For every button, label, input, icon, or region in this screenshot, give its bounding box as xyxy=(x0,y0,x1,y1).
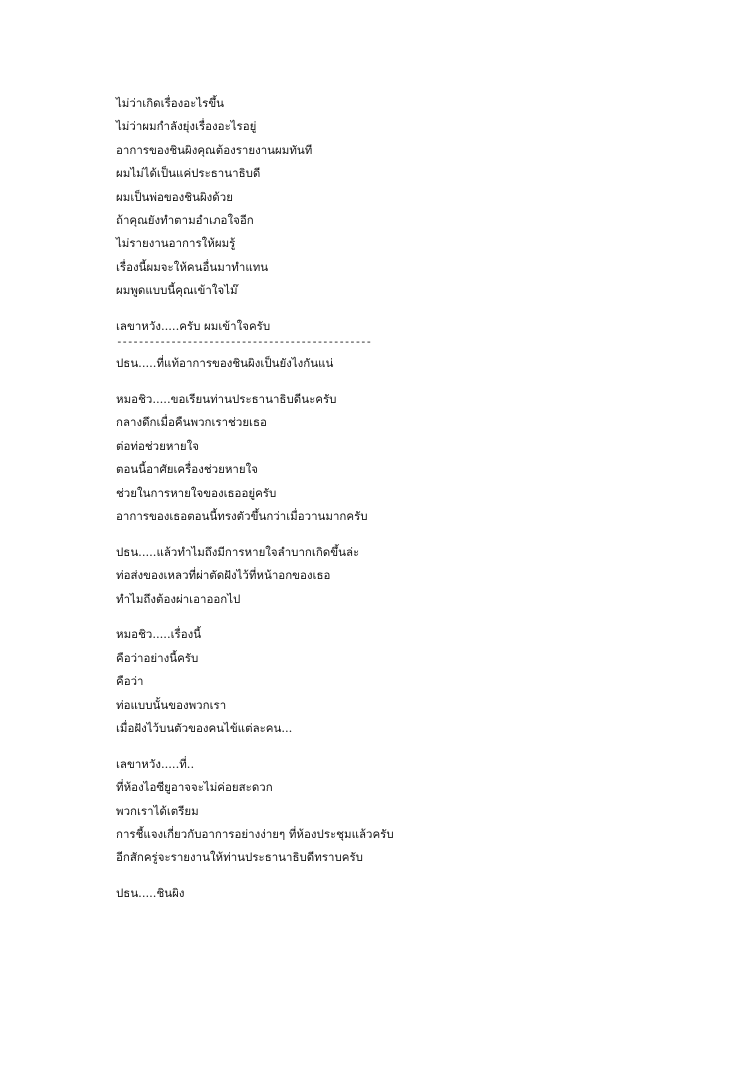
text-line: ผมพูดแบบนี้คุณเข้าใจไม๊ xyxy=(116,283,238,298)
text-line: กลางดึกเมื่อคืนพวกเราช่วยเธอ xyxy=(116,415,267,430)
text-line: ทำไมถึงต้องผ่าเอาออกไป xyxy=(116,591,241,606)
paragraph-gap xyxy=(116,740,716,752)
dashed-divider: ----------------------------------------------- xyxy=(116,335,371,349)
paragraph-gap xyxy=(116,870,716,882)
paragraph-president-final xyxy=(116,882,716,905)
paragraph-president-instructions xyxy=(116,92,716,303)
paragraph-gap xyxy=(116,303,716,315)
text-line: อาการของชินผิงคุณต้องรายงานผมทันที xyxy=(116,142,313,157)
text-line: ตอนนี้อาศัยเครื่องช่วยหายใจ xyxy=(116,462,258,477)
text-line: ท่อส่งของเหลวที่ผ่าตัดฝังไว้ที่หน้าอกของเธอ xyxy=(116,568,331,583)
text-line: ถ้าคุณยังทำตามอำเภอใจอีก xyxy=(116,212,254,227)
paragraph-gap xyxy=(116,611,716,623)
text-line: ปธน.....ชินผิง xyxy=(116,886,185,901)
text-line: ไม่ว่าผมกำลังยุ่งเรื่องอะไรอยู่ xyxy=(116,119,257,134)
text-line: เลขาหวัง.....ครับ ผมเข้าใจครับ xyxy=(116,318,271,333)
text-line: ต่อท่อช่วยหายใจ xyxy=(116,438,199,453)
text-line: การชี้แจงเกี่ยวกับอาการอย่างง่ายๆ ที่ห้องประชุมแล้วครับ xyxy=(116,826,394,841)
text-line: พวกเราได้เตรียม xyxy=(116,803,199,818)
text-line: อีกสักครู่จะรายงานให้ท่านประธานาธิบดีทราบครับ xyxy=(116,850,363,865)
text-line: ปธน.....ที่แท้อาการของชินผิงเป็นยังไงกันแน่ xyxy=(116,356,334,371)
text-line: ช่วยในการหายใจของเธออยู่ครับ xyxy=(116,485,277,500)
paragraph-secretary-interjection xyxy=(116,753,716,870)
text-line: ท่อแบบนั้นของพวกเรา xyxy=(116,697,227,712)
text-line: เลขาหวัง.....ที่.. xyxy=(116,756,195,771)
text-line: เมื่อฝังไว้บนตัวของคนไข้แต่ละคน... xyxy=(116,720,293,735)
text-line: เรื่องนี้ผมจะให้คนอื่นมาทำแทน xyxy=(116,259,269,274)
text-line: ไม่ว่าเกิดเรื่องอะไรขึ้น xyxy=(116,96,225,110)
paragraph-president-followup xyxy=(116,541,716,611)
text-line: ที่ห้องไอซียูอาจจะไม่ค่อยสะดวก xyxy=(116,780,273,795)
text-line: หมอชิว.....เรื่องนี้ xyxy=(116,627,202,642)
text-line: ผมเป็นพ่อของชินผิงด้วย xyxy=(116,189,233,204)
text-line: ปธน.....แล้วทำไมถึงมีการหายใจลำบากเกิดขึ้นล่ะ xyxy=(116,544,360,559)
text-line: ไม่รายงานอาการให้ผมรู้ xyxy=(116,236,236,251)
text-line: คือว่า xyxy=(116,674,144,689)
paragraph-president-question xyxy=(116,352,716,375)
paragraph-doctor-report xyxy=(116,388,716,528)
text-line: ผมไม่ได้เป็นแค่ประธานาธิบดี xyxy=(116,166,261,181)
paragraph-gap xyxy=(116,528,716,540)
text-line: คือว่าอย่างนี้ครับ xyxy=(116,650,199,665)
text-line: หมอชิว.....ขอเรียนท่านประธานาธิบดีนะครับ xyxy=(116,392,337,407)
paragraph-gap xyxy=(116,376,716,388)
paragraph-doctor-explanation xyxy=(116,623,716,740)
text-line: อาการของเธอตอนนี้ทรงตัวขึ้นกว่าเมื่อวานมากครับ xyxy=(116,509,368,524)
script-text xyxy=(116,92,716,905)
